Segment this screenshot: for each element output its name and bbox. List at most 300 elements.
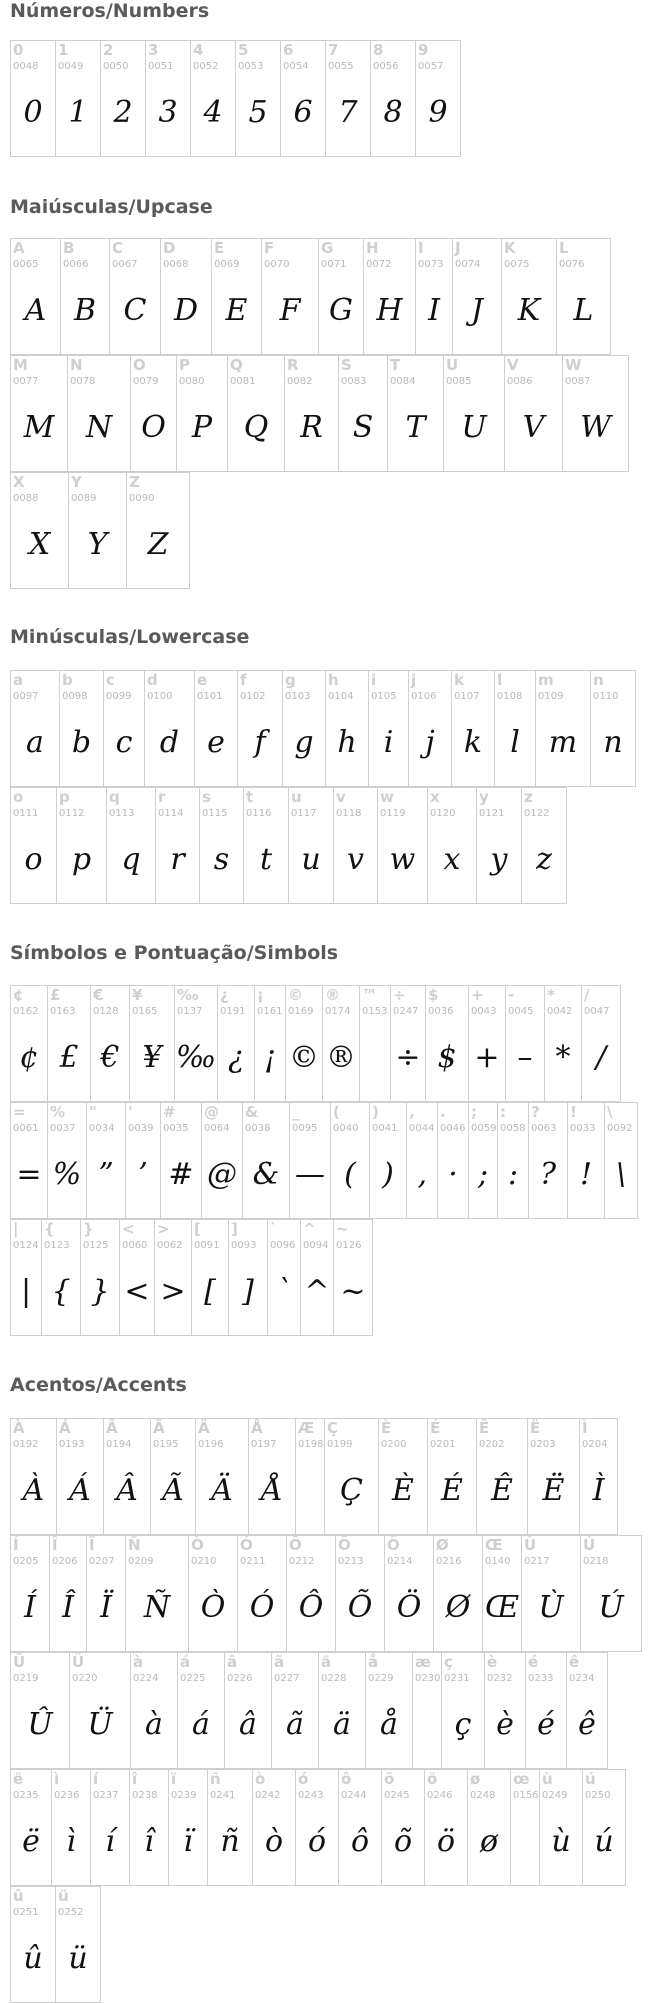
glyph-sample: x	[443, 842, 461, 877]
glyph-cell	[333, 787, 378, 904]
glyph-code-label: 0119	[380, 808, 406, 819]
glyph-cell	[109, 238, 161, 355]
glyph-sample: C	[123, 293, 147, 328]
glyph-char-label: ú	[585, 1770, 596, 1788]
glyph-cell	[47, 1102, 87, 1219]
glyph-code-label: 0060	[122, 1240, 148, 1251]
glyph-char-label: l	[497, 671, 503, 689]
glyph-code-label: 0033	[570, 1123, 596, 1134]
glyph-sample: N	[85, 410, 113, 445]
glyph-cell	[59, 670, 104, 787]
glyph-char-label: ®	[325, 986, 340, 1004]
glyph-cell	[467, 1769, 511, 1886]
glyph-sample: í	[105, 1824, 115, 1859]
glyph-code-label: 0053	[238, 61, 264, 72]
glyph-cell	[427, 787, 477, 904]
glyph-sample: w	[389, 842, 416, 877]
glyph-char-label: c	[106, 671, 115, 689]
glyph-cell	[330, 1102, 370, 1219]
glyph-char-label: k	[454, 671, 464, 689]
glyph-cell	[80, 1219, 120, 1336]
glyph-char-label: ë	[13, 1770, 24, 1788]
glyph-sample: Ô	[298, 1590, 324, 1625]
glyph-sample: r	[170, 842, 185, 877]
glyph-char-label: 1	[58, 41, 69, 59]
glyph-sample: M	[23, 410, 55, 445]
glyph-sample: B	[73, 293, 97, 328]
glyph-sample: X	[28, 527, 51, 562]
glyph-sample: V	[522, 410, 545, 445]
glyph-char-label: U	[446, 356, 459, 374]
glyph-code-label: 0204	[582, 1439, 608, 1450]
glyph-sample: ‚	[417, 1157, 427, 1192]
glyph-char-label: ;	[471, 1103, 477, 1121]
glyph-cell	[318, 1652, 366, 1769]
glyph-cell	[497, 1102, 529, 1219]
glyph-cell	[10, 472, 69, 589]
glyph-code-label: 0238	[132, 1790, 158, 1801]
glyph-sample: à	[145, 1707, 163, 1742]
glyph-cell	[55, 40, 101, 157]
glyph-code-label: 0049	[58, 61, 84, 72]
glyph-code-label: 0037	[50, 1123, 76, 1134]
glyph-cell	[154, 1219, 192, 1336]
glyph-sample: 3	[158, 95, 178, 130]
glyph-code-label: 0094	[303, 1240, 329, 1251]
glyph-char-label: p	[59, 788, 70, 806]
glyph-sample: A	[24, 293, 47, 328]
glyph-sample: Ã	[162, 1473, 184, 1508]
glyph-char-label: s	[202, 788, 211, 806]
glyph-cell	[41, 1219, 81, 1336]
glyph-sample: Z	[147, 527, 169, 562]
glyph-code-label: 0218	[583, 1556, 609, 1567]
glyph-char-label: €	[93, 986, 104, 1004]
glyph-sample: Î	[62, 1590, 74, 1625]
glyph-cell	[363, 238, 416, 355]
glyph-sample: u	[301, 842, 321, 877]
glyph-cell	[579, 1418, 618, 1535]
glyph-code-label: 0117	[291, 808, 317, 819]
glyph-sample: U	[461, 410, 487, 445]
glyph-cell	[567, 1102, 605, 1219]
glyph-cell	[359, 985, 391, 1102]
glyph-code-label: 0038	[245, 1123, 271, 1134]
glyph-sample: 1	[68, 95, 88, 130]
glyph-cell	[60, 238, 110, 355]
section-title: Números/Numbers	[10, 0, 210, 22]
glyph-sample: k	[463, 725, 483, 760]
glyph-char-label: t	[246, 788, 254, 806]
glyph-code-label: 0105	[371, 691, 397, 702]
glyph-cell	[103, 670, 145, 787]
glyph-code-label: 0217	[524, 1556, 550, 1567]
glyph-char-label: Ñ	[128, 1536, 141, 1554]
glyph-char-label: {	[44, 1220, 55, 1238]
glyph-code-label: 0231	[444, 1673, 470, 1684]
glyph-char-label: ÷	[393, 986, 406, 1004]
glyph-sample: O	[141, 410, 166, 445]
glyph-cell	[377, 787, 428, 904]
glyph-sample: h	[337, 725, 357, 760]
glyph-char-label: .	[440, 1103, 446, 1121]
glyph-code-label: 0077	[13, 376, 39, 387]
glyph-cell	[130, 355, 177, 472]
glyph-cell	[437, 1102, 469, 1219]
glyph-code-label: 0236	[54, 1790, 80, 1801]
glyph-sample: Ó	[249, 1590, 275, 1625]
glyph-sample: Ö	[396, 1590, 422, 1625]
glyph-char-label: Ø	[436, 1536, 449, 1554]
glyph-row	[10, 787, 660, 903]
glyph-cell	[368, 670, 409, 787]
glyph-char-label: ä	[321, 1653, 332, 1671]
glyph-code-label: 0061	[13, 1123, 39, 1134]
glyph-char-label: û	[13, 1887, 24, 1905]
glyph-char-label: Ê	[479, 1419, 490, 1437]
glyph-code-label: 0140	[485, 1556, 511, 1567]
glyph-code-label: 0059	[471, 1123, 497, 1134]
glyph-sample: m	[548, 725, 578, 760]
glyph-code-label: 0228	[321, 1673, 347, 1684]
glyph-cell	[521, 787, 567, 904]
glyph-char-label: ø	[470, 1770, 481, 1788]
glyph-sample: {	[51, 1274, 71, 1309]
glyph-char-label: Z	[129, 473, 140, 491]
glyph-cell	[125, 1102, 161, 1219]
glyph-char-label: ‰	[177, 986, 199, 1004]
glyph-char-label: }	[83, 1220, 94, 1238]
glyph-cell	[390, 985, 426, 1102]
glyph-code-label: 0043	[471, 1006, 497, 1017]
glyph-code-label: 0080	[179, 376, 205, 387]
glyph-cell	[261, 238, 319, 355]
glyph-code-label: 0230	[415, 1673, 441, 1684]
glyph-code-label: 0111	[13, 808, 39, 819]
glyph-sample: É	[441, 1473, 463, 1508]
glyph-sample: T	[405, 410, 426, 445]
glyph-char-label: ã	[274, 1653, 285, 1671]
glyph-code-label: 0235	[13, 1790, 39, 1801]
glyph-char-label: À	[13, 1419, 25, 1437]
glyph-char-label: I	[418, 239, 424, 257]
glyph-char-label: 2	[103, 41, 114, 59]
glyph-sample: ë	[22, 1824, 40, 1859]
glyph-sample: å	[380, 1707, 398, 1742]
glyph-sample: ¡	[263, 1040, 277, 1075]
glyph-sample: J	[470, 293, 484, 328]
glyph-char-label: |	[13, 1220, 19, 1238]
glyph-sample: ]	[242, 1274, 254, 1309]
glyph-cell	[539, 1769, 583, 1886]
glyph-char-label: ¥	[132, 986, 143, 1004]
glyph-code-label: 0097	[13, 691, 39, 702]
glyph-sample: ”	[98, 1157, 114, 1192]
glyph-code-label: 0054	[283, 61, 309, 72]
glyph-char-label: ò	[255, 1770, 266, 1788]
glyph-row	[10, 1886, 660, 2002]
glyph-code-label: 0078	[70, 376, 96, 387]
glyph-code-label: 0137	[177, 1006, 203, 1017]
glyph-code-label: 0251	[13, 1907, 39, 1918]
glyph-char-label: >	[157, 1220, 170, 1238]
glyph-char-label: 5	[238, 41, 249, 59]
glyph-sample: 6	[293, 95, 313, 130]
glyph-code-label: 0034	[89, 1123, 115, 1134]
glyph-code-label: 0120	[430, 808, 456, 819]
glyph-char-label: P	[179, 356, 190, 374]
glyph-char-label: <	[122, 1220, 135, 1238]
glyph-code-label: 0085	[446, 376, 472, 387]
glyph-char-label: Õ	[338, 1536, 351, 1554]
glyph-char-label: m	[538, 671, 554, 689]
glyph-cell	[55, 1886, 101, 2003]
glyph-sample: Ï	[100, 1590, 112, 1625]
glyph-code-label: 0116	[246, 808, 272, 819]
glyph-code-label: 0101	[197, 691, 223, 702]
glyph-code-label: 0057	[418, 61, 444, 72]
glyph-code-label: 0206	[52, 1556, 78, 1567]
glyph-cell	[325, 670, 369, 787]
glyph-code-label: 0234	[569, 1673, 595, 1684]
glyph-sample: Ú	[598, 1590, 624, 1625]
glyph-char-label: L	[559, 239, 569, 257]
glyph-char-label: %	[50, 1103, 66, 1121]
glyph-sample: Ç	[340, 1473, 363, 1508]
glyph-code-label: 0100	[147, 691, 173, 702]
glyph-sample: £	[59, 1040, 79, 1075]
glyph-char-label: Â	[106, 1419, 118, 1437]
glyph-cell	[176, 355, 228, 472]
glyph-sample: L	[573, 293, 594, 328]
glyph-sample: Y	[87, 527, 108, 562]
glyph-char-label: Ú	[583, 1536, 596, 1554]
glyph-sample: =	[16, 1157, 42, 1192]
glyph-char-label: y	[479, 788, 489, 806]
glyph-sample: 9	[428, 95, 448, 130]
glyph-cell	[322, 985, 360, 1102]
glyph-code-label: 0207	[89, 1556, 115, 1567]
glyph-sample: Û	[27, 1707, 53, 1742]
glyph-sample: y	[490, 842, 508, 877]
glyph-sample: z	[536, 842, 552, 877]
glyph-sample: ¢	[19, 1040, 39, 1075]
glyph-code-label: 0239	[171, 1790, 197, 1801]
glyph-code-label: 0103	[285, 691, 311, 702]
glyph-char-label: 4	[193, 41, 204, 59]
glyph-char-label: =	[13, 1103, 26, 1121]
glyph-sample: n	[603, 725, 623, 760]
glyph-cell	[318, 238, 364, 355]
glyph-char-label: )	[372, 1103, 379, 1121]
glyph-cell	[10, 1652, 70, 1769]
glyph-cell	[228, 1219, 268, 1336]
glyph-char-label: r	[158, 788, 166, 806]
glyph-code-label: 0047	[584, 1006, 610, 1017]
glyph-sample: F	[279, 293, 301, 328]
glyph-cell	[90, 985, 130, 1102]
glyph-cell	[280, 40, 326, 157]
glyph-code-label: 0161	[257, 1006, 283, 1017]
glyph-code-label: 0237	[93, 1790, 119, 1801]
glyph-char-label: 7	[328, 41, 339, 59]
glyph-char-label: ^	[303, 1220, 316, 1238]
glyph-cell	[300, 1219, 334, 1336]
glyph-sample: )	[382, 1157, 394, 1192]
glyph-sample: è	[496, 1707, 514, 1742]
glyph-cell	[482, 1535, 522, 1652]
glyph-cell	[130, 1652, 178, 1769]
glyph-code-label: 0123	[44, 1240, 70, 1251]
glyph-cell	[10, 1418, 57, 1535]
glyph-cell	[528, 1102, 568, 1219]
glyph-code-label: 0163	[50, 1006, 76, 1017]
glyph-sample: ·	[448, 1157, 458, 1192]
glyph-sample: &	[252, 1157, 280, 1192]
glyph-char-label: &	[245, 1103, 259, 1121]
glyph-char-label: œ	[513, 1770, 530, 1788]
glyph-char-label: _	[292, 1103, 300, 1121]
glyph-code-label: 0068	[163, 259, 189, 270]
glyph-sample: ò	[264, 1824, 284, 1859]
glyph-sample: á	[192, 1707, 210, 1742]
glyph-code-label: 0203	[530, 1439, 556, 1450]
glyph-sample: ?	[539, 1157, 557, 1192]
glyph-cell	[408, 670, 452, 787]
glyph-code-label: 0046	[440, 1123, 466, 1134]
glyph-char-label: X	[13, 473, 25, 491]
glyph-cell	[10, 670, 60, 787]
glyph-char-label: d	[147, 671, 158, 689]
glyph-cell	[68, 472, 127, 589]
glyph-cell	[47, 985, 91, 1102]
glyph-cell	[119, 1219, 155, 1336]
glyph-cell	[211, 238, 262, 355]
glyph-cell	[476, 787, 522, 904]
glyph-char-label: Ï	[89, 1536, 95, 1554]
glyph-char-label: 9	[418, 41, 429, 59]
glyph-code-label: 0071	[321, 259, 347, 270]
glyph-row	[10, 40, 660, 156]
glyph-sample: ñ	[220, 1824, 240, 1859]
glyph-char-label: ,	[409, 1103, 415, 1121]
glyph-cell	[10, 1219, 42, 1336]
glyph-sample: ô	[350, 1824, 370, 1859]
glyph-cell	[190, 40, 236, 157]
glyph-code-label: 0226	[227, 1673, 253, 1684]
glyph-code-label: 0220	[72, 1673, 98, 1684]
glyph-code-label: 0249	[542, 1790, 568, 1801]
glyph-char-label: ©	[288, 986, 303, 1004]
glyph-sample: é	[537, 1707, 555, 1742]
glyph-code-label: 0102	[240, 691, 266, 702]
glyph-char-label: B	[63, 239, 75, 257]
glyph-char-label: Ã	[153, 1419, 165, 1437]
glyph-code-label: 0202	[479, 1439, 505, 1450]
glyph-sample: o	[24, 842, 43, 877]
glyph-sample: s	[213, 842, 230, 877]
glyph-sample: #	[168, 1157, 194, 1192]
glyph-sample: ç	[454, 1707, 472, 1742]
glyph-char-label: è	[487, 1653, 498, 1671]
glyph-char-label: V	[507, 356, 519, 374]
glyph-code-label: 0252	[58, 1907, 84, 1918]
glyph-char-label: u	[291, 788, 302, 806]
glyph-char-label: £	[50, 986, 61, 1004]
glyph-code-label: 0244	[341, 1790, 367, 1801]
glyph-cell	[267, 1219, 301, 1336]
glyph-cell	[544, 985, 582, 1102]
glyph-cell	[521, 1535, 581, 1652]
glyph-sample: l	[510, 725, 520, 760]
glyph-cell	[67, 355, 131, 472]
glyph-cell	[56, 1418, 104, 1535]
glyph-sample: ;	[477, 1157, 489, 1192]
glyph-cell	[125, 1535, 189, 1652]
glyph-cell	[248, 1418, 296, 1535]
glyph-sample: Ê	[491, 1473, 513, 1508]
glyph-char-label: D	[163, 239, 176, 257]
glyph-cell	[384, 1535, 434, 1652]
glyph-cell	[580, 1535, 642, 1652]
glyph-code-label: 0073	[418, 259, 444, 270]
glyph-char-label: F	[264, 239, 275, 257]
glyph-code-label: 0092	[607, 1123, 633, 1134]
glyph-char-label: Å	[251, 1419, 263, 1437]
glyph-code-label: 0153	[362, 1006, 388, 1017]
glyph-sample: Ì	[592, 1473, 605, 1508]
glyph-code-label: 0199	[327, 1439, 353, 1450]
glyph-cell	[468, 1102, 498, 1219]
glyph-cell	[527, 1418, 580, 1535]
glyph-cell	[10, 355, 68, 472]
glyph-cell	[177, 1652, 225, 1769]
glyph-cell	[604, 1102, 638, 1219]
glyph-sample: €	[100, 1040, 120, 1075]
glyph-code-label: 0162	[13, 1006, 39, 1017]
glyph-cell	[237, 1535, 287, 1652]
glyph-sample: S	[352, 410, 374, 445]
glyph-code-label: 0247	[393, 1006, 419, 1017]
glyph-code-label: 0109	[538, 691, 564, 702]
glyph-code-label: 0128	[93, 1006, 119, 1017]
glyph-char-label: ì	[54, 1770, 60, 1788]
glyph-cell	[424, 1769, 468, 1886]
glyph-sample: E	[225, 293, 248, 328]
glyph-sample: G	[329, 293, 353, 328]
glyph-cell	[227, 355, 285, 472]
glyph-code-label: 0198	[298, 1439, 324, 1450]
glyph-sample: a	[26, 725, 44, 760]
glyph-sample: Ø	[445, 1590, 471, 1625]
glyph-code-label: 0165	[132, 1006, 158, 1017]
glyph-cell	[106, 787, 156, 904]
glyph-sample: ©	[289, 1040, 319, 1075]
glyph-code-label: 0169	[288, 1006, 314, 1017]
glyph-sample: \	[615, 1157, 627, 1192]
glyph-char-label: E	[214, 239, 225, 257]
glyph-char-label: ó	[298, 1770, 309, 1788]
glyph-cell	[254, 985, 286, 1102]
glyph-cell	[282, 670, 326, 787]
glyph-cell	[415, 238, 453, 355]
glyph-sample: i	[383, 725, 394, 760]
glyph-code-label: 0098	[62, 691, 88, 702]
glyph-char-label: ö	[427, 1770, 438, 1788]
glyph-cell	[286, 1535, 336, 1652]
glyph-code-label: 0205	[13, 1556, 39, 1567]
glyph-sample: ®	[326, 1040, 356, 1075]
